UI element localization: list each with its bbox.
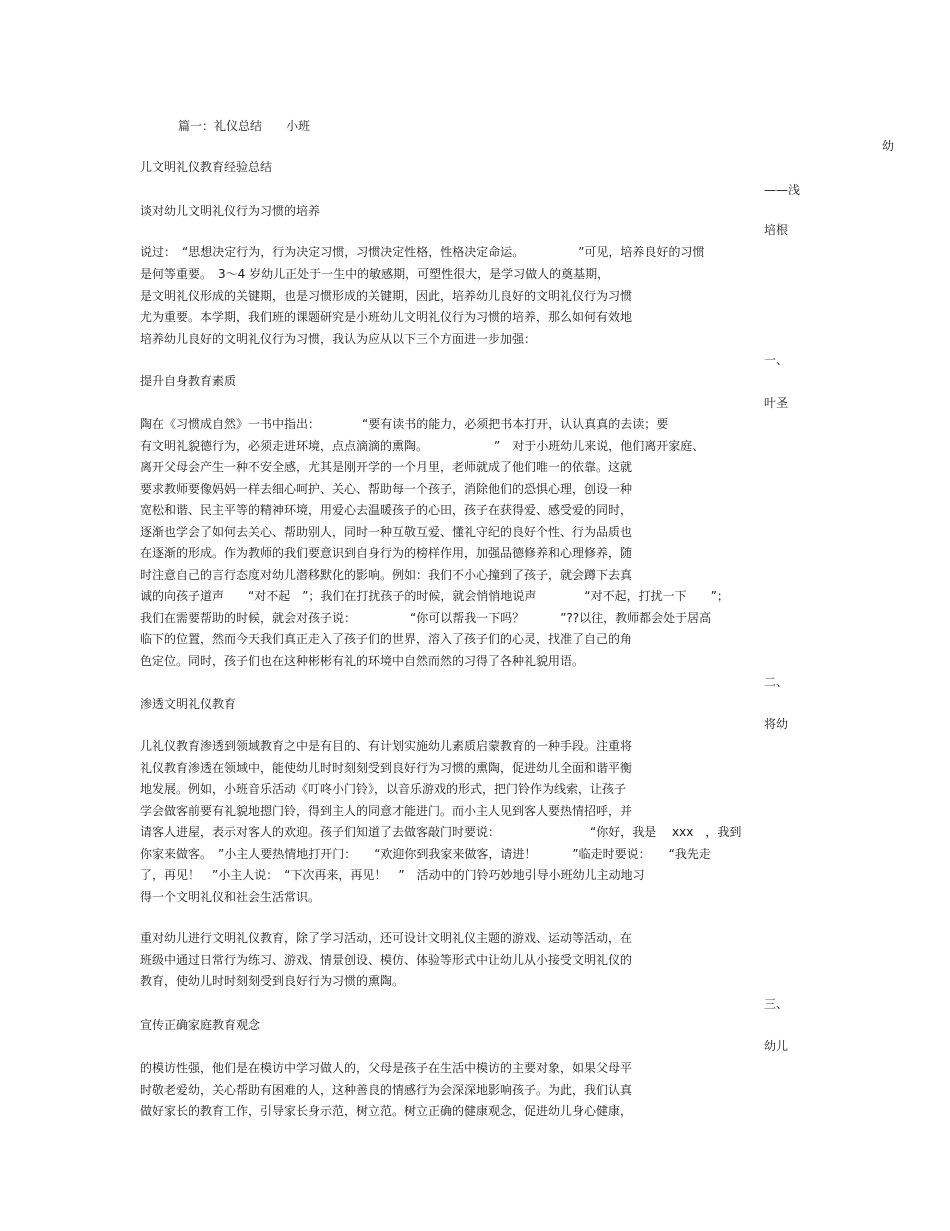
para1-line: 培养幼儿良好的文明礼仪行为习惯，我认为应从以下三个方面进一步加强： <box>140 332 537 346</box>
section-heading-1: 提升自身教育素质 <box>140 374 237 388</box>
para2-line: 在逐渐的形成。作为教师的我们要意识到自身行为的榜样作用，加强品德修养和心理修养，随 <box>140 546 633 560</box>
para4-line: 教育，使幼儿时时刻刻受到良好行为习惯的熏陶。 <box>140 974 405 988</box>
para3-line: 得一个文明礼仪和社会生活常识。 <box>140 890 321 904</box>
para4-line: 重对幼儿进行文明礼仪教育，除了学习活动，还可设计文明礼仪主题的游戏、运动等活动，在 <box>140 931 633 945</box>
doc-subtitle: 儿文明礼仪教育经验总结 <box>140 160 273 174</box>
side-fragment-4: 幼儿 <box>764 1039 789 1053</box>
side-fragment-1: 培根 <box>764 223 789 237</box>
para5-line: 时敬老爱幼，关心帮助有困难的人，这种善良的情感行为会深深地影响孩子。为此，我们认真 <box>140 1083 633 1097</box>
para2-line: 我们在需要帮助的时候，就会对孩子说： “你可以帮我一下吗？ ”??以往，教师都会处于居高 <box>140 611 712 625</box>
para2-line: 临下的位置，然而今天我们真正走入了孩子们的世界，溶入了孩子们的心灵，找准了自己的角 <box>140 632 633 646</box>
para3-line: 请客人进屋，表示对客人的欢迎。孩子们知道了去做客敲门时要说： “你好，我是 xxx ，我到 <box>140 825 742 839</box>
para3-line: 礼仪教育渗透在领域中，能使幼儿时时刻刻受到良好行为习惯的熏陶，促进幼儿全面和谐平衡 <box>140 761 633 775</box>
para3-line: 地发展。例如，小班音乐活动《叮咚小门铃》，以音乐游戏的形式，把门铃作为线索，让孩子 <box>140 782 627 796</box>
section-heading-2: 渗透文明礼仪教育 <box>140 697 237 711</box>
para1-line: 是何等重要。 3～4 岁幼儿正处于一生中的敏感期，可塑性很大，是学习做人的奠基期， <box>140 267 610 281</box>
para2-line: 陶在《习惯成自然》一书中指出： “要有读书的能力，必须把书本打开，认认真真的去读；要 <box>140 417 669 431</box>
section-number-3: 三、 <box>764 997 789 1011</box>
para4-line: 班级中通过日常行为练习、游戏、情景创设、模仿、体验等形式中让幼儿从小接受文明礼仪的 <box>140 953 633 967</box>
title-side-fragment: 幼 <box>882 139 895 153</box>
para2-line: 宽松和谐、民主平等的精神环境，用爱心去温暖孩子的心田，孩子在获得爱、感受爱的同时， <box>140 503 633 517</box>
side-fragment-3: 将幼 <box>764 717 789 731</box>
para2-line: 离开父母会产生一种不安全感，尤其是刚开学的一个月里，老师就成了他们唯一的依靠。这就 <box>140 460 633 474</box>
para5-line: 做好家长的教育工作，引导家长身示范，树立范。树立正确的健康观念，促进幼儿身心健康， <box>140 1104 633 1118</box>
para2-line: 逐渐也学会了如何去关心、帮助别人，同时一种互敬互爱、懂礼守纪的良好个性、行为品质也 <box>140 525 633 539</box>
para3-line: 你家来做客。 ”小主人要热情地打开门： “欢迎你到我家来做客，请进！ ”临走时要说： “我先走 <box>140 847 711 861</box>
doc-title: 篇一：礼仪总结 小班 <box>178 119 311 133</box>
para2-line: 诚的向孩子道声 “对不起 ”；我们在打扰孩子的时候，就会悄悄地说声 “对不起，打扰一下 ”； <box>140 589 729 603</box>
dash-fragment: ——浅 <box>764 183 801 197</box>
doc-heading: 谈对幼儿文明礼仪行为习惯的培养 <box>140 204 321 218</box>
para2-line: 色定位。同时，孩子们也在这种彬彬有礼的环境中自然而然的习得了各种礼貌用语。 <box>140 654 585 668</box>
para1-line: 说过： “思想决定行为，行为决定习惯，习惯决定性格，性格决定命运。 ”可见，培养良好的习惯 <box>140 245 705 259</box>
para1-line: 是文明礼仪形成的关键期，也是习惯形成的关键期，因此，培养幼儿良好的文明礼仪行为习惯 <box>140 289 633 303</box>
para2-line: 有文明礼貌德行为，必须走进环境，点点滴滴的熏陶。 ” 对于小班幼儿来说，他们离开家庭、 <box>140 439 705 453</box>
para1-line: 尤为重要。本学期，我们班的课题研究是小班幼儿文明礼仪行为习惯的培养，那么如何有效地 <box>140 310 633 324</box>
side-fragment-2: 叶圣 <box>764 396 789 410</box>
para5-line: 的模访性强，他们是在模访中学习做人的，父母是孩子在生活中模访的主要对象，如果父母平 <box>140 1061 633 1075</box>
para3-line: 学会做客前要有礼貌地摁门铃，得到主人的同意才能进门。而小主人见到客人要热情招呼，并 <box>140 804 633 818</box>
section-number-1: 一、 <box>764 353 789 367</box>
para2-line: 要求教师要像妈妈一样去细心呵护、关心、帮助每一个孩子，消除他们的恐惧心理，创设一种 <box>140 482 633 496</box>
section-number-2: 二、 <box>764 675 789 689</box>
para2-line: 时注意自己的言行态度对幼儿潜移默化的影响。例如：我们不小心撞到了孩子，就会蹲下去真 <box>140 568 633 582</box>
section-heading-3: 宣传正确家庭教育观念 <box>140 1018 261 1032</box>
para3-line: 儿礼仪教育渗透到领域教育之中是有目的、有计划实施幼儿素质启蒙教育的一种手段。注重将 <box>140 739 633 753</box>
para3-line: 了，再见！ ”小主人说： “下次再来，再见！ ” 活动中的门铃巧妙地引导小班幼儿主动地习 <box>140 868 645 882</box>
